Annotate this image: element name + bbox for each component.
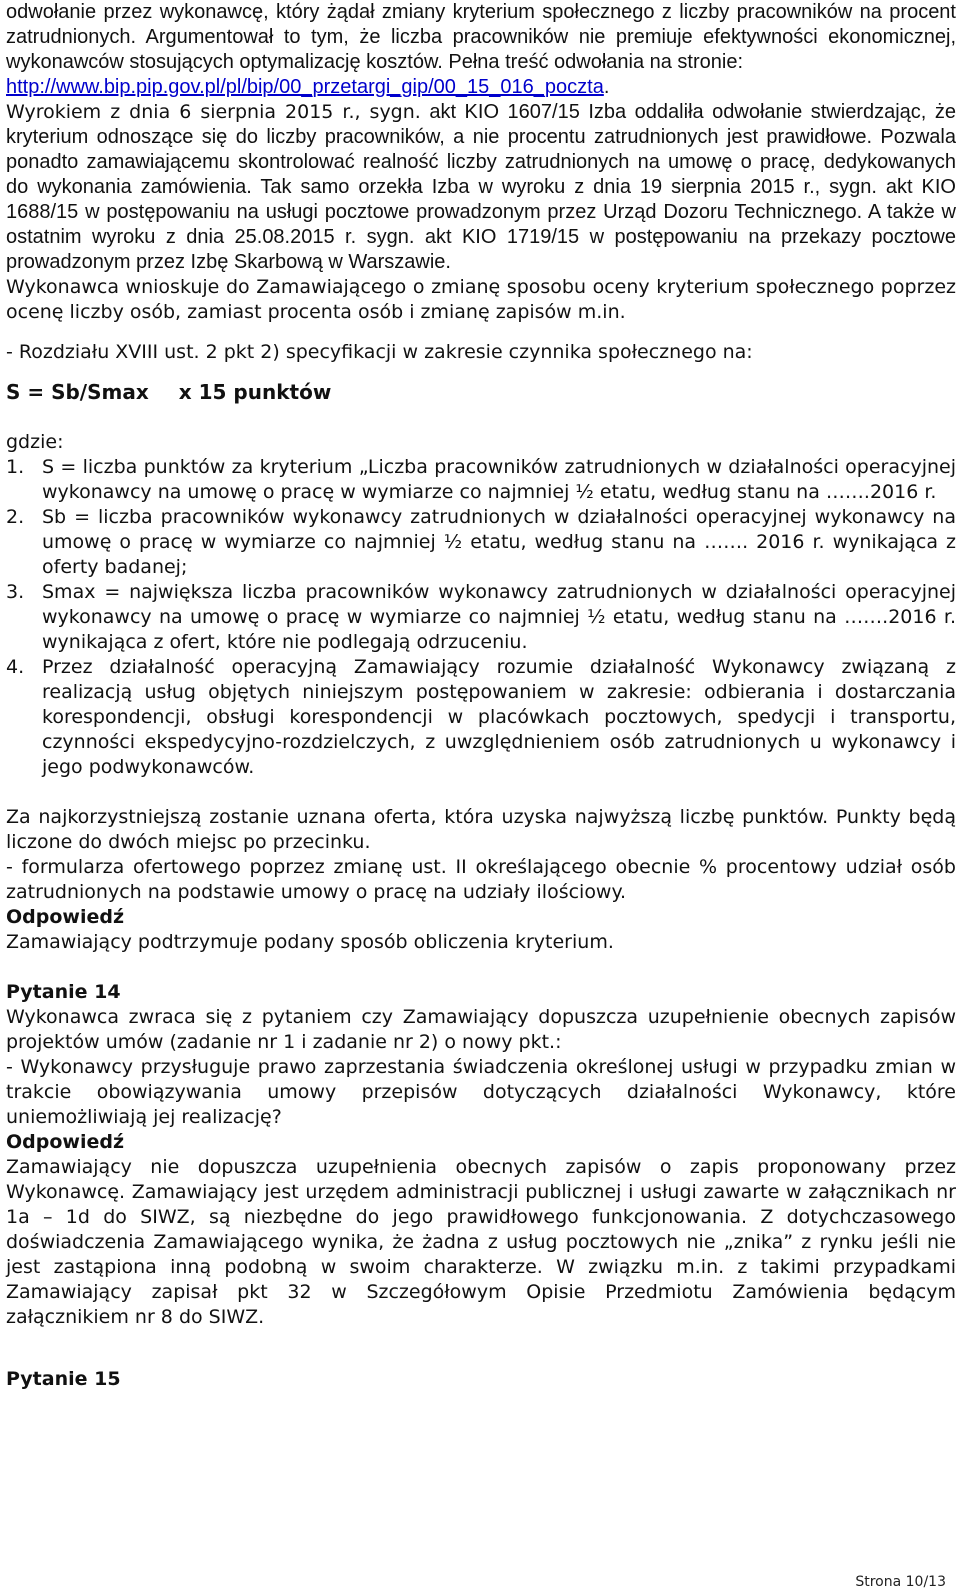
paragraph-best-offer: Za najkorzystniejszą zostanie uznana oferta, która uzyska najwyższą liczbę punktów. Punkty będą liczone do dwóch miejsc po przecinku.	[6, 806, 956, 853]
paragraph-appeal	[6, 0, 956, 100]
answer-2-heading	[6, 1130, 956, 1155]
list-item-text: Smax = największa liczba pracowników wykonawcy zatrudnionych w działalności operacyjnej wykonawcy na umowę o pracę w wymiarze co najmniej ½ etatu, według stanu na …….2016 r. wynikająca z ofert, które nie podlegają odrzuceniu.	[42, 581, 956, 653]
question-15-heading	[6, 1367, 956, 1392]
list-item-number: 4.	[6, 656, 25, 678]
question-15-label: Pytanie 15	[6, 1368, 121, 1390]
answer-label: Odpowiedź	[6, 906, 125, 928]
answer-heading	[6, 905, 956, 930]
formula-left: S = Sb/Smax	[6, 380, 149, 404]
verdict-date-text: Wyrokiem z dnia 6 sierpnia 2015 r., sygn.	[6, 101, 421, 123]
list-item	[6, 580, 956, 655]
answer-2-label: Odpowiedź	[6, 1131, 125, 1153]
list-item	[6, 655, 956, 780]
list-item	[6, 505, 956, 580]
formula	[6, 380, 956, 405]
page-number: Strona 10/13	[855, 1574, 946, 1590]
link-dot: .	[603, 76, 610, 98]
appeal-text: odwołanie przez wykonawcę, który żądał zmiany kryterium społecznego z liczby pracowników na procent zatrudnionych. Argumentował to tym, że liczba pracowników nie premiuje efektywności ekonomicznej, wykonawców stosujących optymalizację kosztów. Pełna treść odwołania na stronie:	[6, 1, 956, 73]
appeal-link[interactable]: http://www.bip.pip.gov.pl/pl/bip/00_przetargi_gip/00_15_016_poczta	[6, 76, 604, 98]
list-item-text: Przez działalność operacyjną Zamawiający rozumie działalność Wykonawcy związaną z realizacją usług objętych niniejszym postępowaniem w zakresie: odbierania i dostarczania korespondencji, obsługi korespondencji w placówkach pocztowych, spedycji i transportu, czynności ekspedycyjno-rozdzielczych, z uwzględnieniem osób zatrudnionych u wykonawcy i jego podwykonawców.	[42, 656, 956, 778]
paragraph-request: Wykonawca wnioskuje do Zamawiającego o zmianę sposobu oceny kryterium społecznego poprzez ocenę liczby osób, zamiast procenta osób i zmianę zapisów m.in.	[6, 276, 956, 323]
answer-text: Zamawiający podtrzymuje podany sposób obliczenia kryterium.	[6, 931, 614, 953]
question-14-heading	[6, 980, 956, 1005]
list-item-number: 2.	[6, 506, 25, 528]
verdict-text: akt KIO 1607/15 Izba oddaliła odwołanie stwierdzając, że kryterium odnoszące się do liczby pracowników, a nie procentu zatrudnionych jest prawidłowe. Pozwala ponadto zamawiającemu skontrolować realność liczby zatrudnionych na umowę o pracę, dedykowanych do wykonania zamówienia. Tak samo orzekła Izba w wyroku z dnia 19 sierpnia 2015 r., sygn. akt KIO 1688/15 w postępowaniu na usługi pocztowe prowadzonym przez Urząd Dozoru Technicznego. A także w ostatnim wyroku z dnia 25.08.2015 r. sygn. akt KIO 1719/15 w postępowaniu na przekazy pocztowe prowadzonym przez Izbę Skarbową w Warszawie.	[6, 101, 956, 273]
paragraph-form-change: - formularza ofertowego poprzez zmianę ust. II określającego obecnie % procentowy udział osób zatrudnionych na podstawie umowy o pracę na udziały ilościowy.	[6, 856, 956, 903]
gdzie-label: gdzie:	[6, 431, 64, 453]
points-list	[6, 455, 956, 780]
document-page	[6, 0, 956, 1392]
question-14-text-2: - Wykonawcy przysługuje prawo zaprzestania świadczenia określonej usługi w przypadku zmian w trakcie obowiązywania umowy przepisów dotyczących działalności Wykonawcy, które uniemożliwiają jej realizację?	[6, 1056, 956, 1128]
list-item	[6, 455, 956, 505]
answer-2-text: Zamawiający nie dopuszcza uzupełnienia obecnych zapisów o zapis proponowany przez Wykonawcę. Zamawiający jest urzędem administracji publicznej i usługi zawarte w załącznikach nr 1a – 1d do SIWZ, są niezbędne do jego prawidłowego funkcjonowania. Z dotychczasowego doświadczenia Zamawiającego wynika, że żadna z usług pocztowych nie „znika” z rynku jeśli nie jest zastąpiona inną podobną w swoim charakterze. W związku m.in. z takimi przypadkami Zamawiający zapisał pkt 32 w Szczegółowym Opisie Przedmiotu Zamówienia będącym załącznikiem nr 8 do SIWZ.	[6, 1156, 956, 1328]
paragraph-verdicts	[6, 100, 956, 275]
list-item-text: S = liczba punktów za kryterium „Liczba pracowników zatrudnionych w działalności operacyjnej wykonawcy na umowę o pracę w wymiarze co najmniej ½ etatu, według stanu na …….2016 r.	[42, 456, 956, 503]
list-item-text: Sb = liczba pracowników wykonawcy zatrudnionych w działalności operacyjnej wykonawcy na umowę o pracę w wymiarze co najmniej ½ etatu, według stanu na ……. 2016 r. wynikająca z oferty badanej;	[42, 506, 956, 578]
question-14-text: Wykonawca zwraca się z pytaniem czy Zamawiający dopuszcza uzupełnienie obecnych zapisów projektów umów (zadanie nr 1 i zadanie nr 2) o nowy pkt.:	[6, 1006, 956, 1053]
list-item-number: 1.	[6, 456, 25, 478]
list-item-number: 3.	[6, 581, 25, 603]
question-14-label: Pytanie 14	[6, 981, 121, 1003]
paragraph-chapter: - Rozdziału XVIII ust. 2 pkt 2) specyfikacji w zakresie czynnika społecznego na:	[6, 341, 753, 363]
formula-right: x 15 punktów	[178, 380, 332, 404]
